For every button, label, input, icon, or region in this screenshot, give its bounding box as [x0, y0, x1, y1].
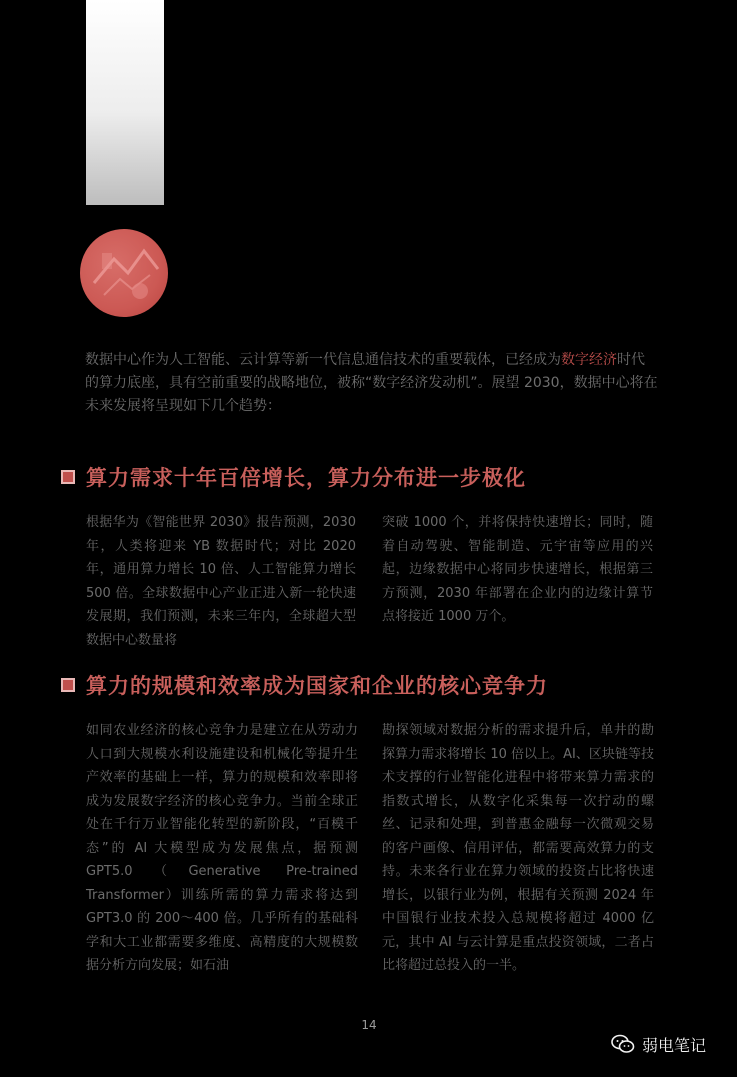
watermark [610, 1031, 706, 1057]
intro-highlight: 数字经济 [561, 352, 617, 368]
intro-text-continued: 时代的算力底座，具有空前重要的战略地位，被称“数字经济发动机”。展望 2030，数据中心将在未来发展将呈现如下几个趋势： [85, 352, 658, 414]
square-bullet-icon [61, 678, 75, 692]
section-title-1: 算力需求十年百倍增长，算力分布进一步极化 [86, 466, 526, 490]
section1-column-left: 根据华为《智能世界 2030》报告预测，2030 年，人类将迎来 YB 数据时代；对比 2020 年，通用算力增长 10 倍、人工智能算力增长 500 倍。全球数据中心产业正进入新一轮快速发展期，我们预测，未来三年内，全球超大型数据中心数量将 [86, 515, 356, 648]
intro-text: 数据中心作为人工智能、云计算等新一代信息通信技术的重要载体，已经成为 [85, 352, 561, 368]
intro-paragraph [85, 349, 658, 418]
section-heading-2 [61, 668, 681, 702]
decorative-seal-image [80, 229, 168, 317]
section2-column-right: 勘探领域对数据分析的需求提升后，单井的勘探算力需求将增长 10 倍以上。AI、区块链等技术支撑的行业智能化进程中将带来算力需求的指数式增长，从数字化采集每一次拧动的螺丝、记录和处理，到普惠金融每一次微观交易的客户画像、信用评估，都需要高效算力的支持。未来各行业在算力领域的投资占比将快速增长，以银行业为例，根据有关预测 2024 年中国银行业技术投入总规模将超过 4000 亿元，其中 AI 与云计算是重点投资领域，二者占比将超过总投入的一半。 [382, 723, 654, 973]
page-number: 14 [361, 1018, 377, 1032]
decorative-header-bar [86, 0, 164, 205]
watermark-text: 弱电笔记 [642, 1035, 707, 1055]
square-bullet-icon [61, 470, 75, 484]
section-heading-1 [61, 460, 681, 494]
section2-column-left: 如同农业经济的核心竞争力是建立在从劳动力人口到大规模水利设施建设和机械化等提升生产效率的基础上一样，算力的规模和效率即将成为发展数字经济的核心竞争力。当前全球正处在千行万业智能化转型的新阶段，“百模千态”的 AI 大模型成为发展焦点，据预测 GPT5.0（Generative Pre-trained Transformer）训练所需的算力需求将达到 GPT3.0 的 200～400 倍。几乎所有的基础科学和大工业都需要多维度、高精度的大规模数据分析方向发展；如石油 [86, 723, 358, 973]
section1-column-right: 突破 1000 个，并将保持快速增长；同时，随着自动驾驶、智能制造、元宇宙等应用的兴起，边缘数据中心将同步快速增长，根据第三方预测，2030 年部署在企业内的边缘计算节点将接近 1000 万个。 [382, 515, 653, 624]
section-title-2: 算力的规模和效率成为国家和企业的核心竞争力 [86, 674, 548, 698]
wechat-icon [610, 1031, 636, 1057]
